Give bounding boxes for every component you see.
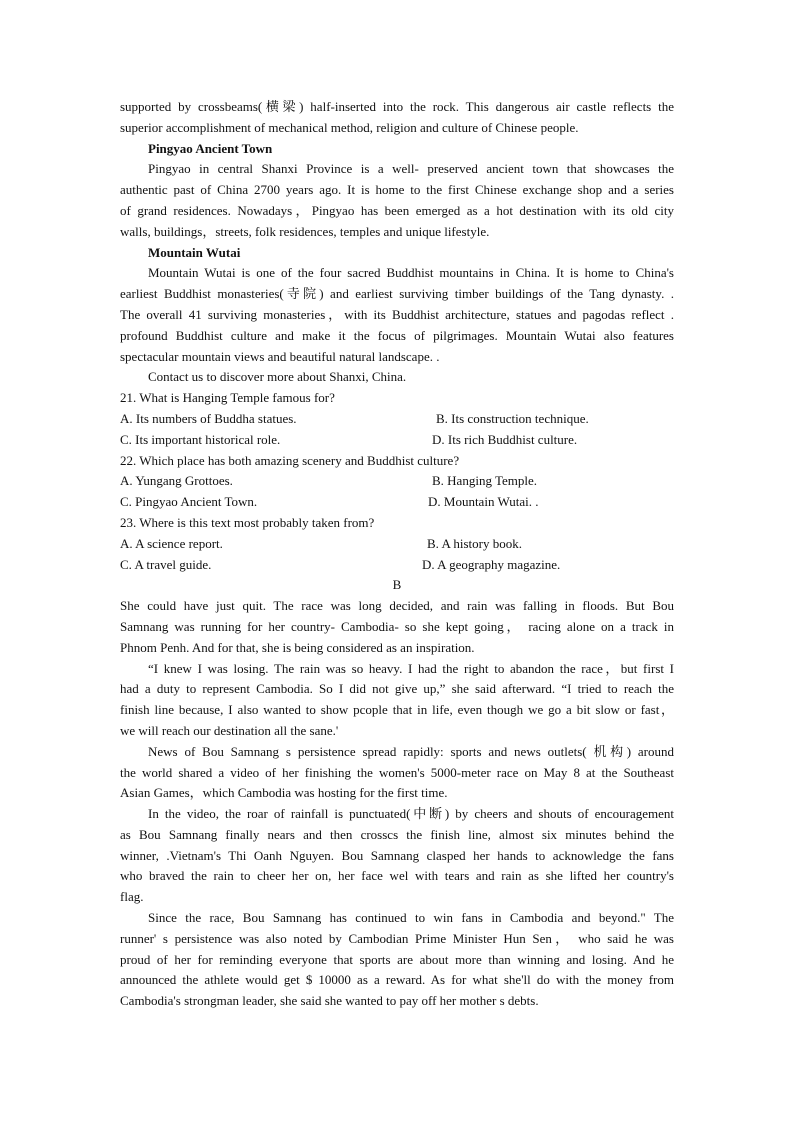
text-line: supported by crossbeams(横梁) half-inserted into the rock. This dangerous air castle reflects the	[120, 99, 674, 114]
text-line: announced the athlete would get $ 10000 as a reward. As for what she'll do with the money from	[120, 972, 674, 988]
text-line: Phnom Penh. And for that, she is being considered as an inspiration.	[120, 639, 475, 655]
text-line: “I knew I was losing. The rain was so heavy. I had the right to abandon the race，but first I	[148, 660, 674, 676]
section-heading-wutai: Mountain Wutai	[148, 244, 241, 260]
text-line: of grand residences. Nowadays，Pingyao has been emerged as a hot destination with its old city	[120, 202, 674, 218]
option-row	[120, 471, 674, 492]
option-d: D. Its rich Buddhist culture.	[432, 431, 578, 447]
option-b: B. Hanging Temple.	[432, 473, 538, 489]
text-line: Mountain Wutai is one of the four sacred Buddhist mountains in China. It is home to China's	[148, 265, 674, 281]
text-line: the world shared a video of her finishing the women's 5000-meter race on May 8 at the Southeast	[120, 764, 674, 780]
option-row	[120, 409, 674, 430]
text-line: runner' s persistence was also noted by Cambodian Prime Minister Hun Sen， who said he was	[120, 930, 674, 946]
text-line: The overall 41 surviving monasteries，with its Buddhist architecture, statues and pagodas reflect .	[120, 306, 674, 322]
text-line: authentic past of China 2700 years ago. It is home to the first Chinese exchange shop and a series	[120, 182, 674, 198]
text-line: had a duty to represent Cambodia. So I did not give up,” she said afterward. “I tried to reach the	[120, 681, 674, 697]
text-line: In the video, the roar of rainfall is punctuated(中断) by cheers and shouts of encouragement	[148, 806, 674, 822]
option-row	[120, 492, 674, 513]
text-line: Asian Games，which Cambodia was hosting for the first time.	[120, 785, 448, 801]
option-b: B. Its construction technique.	[436, 410, 589, 426]
section-heading-pingyao: Pingyao Ancient Town	[148, 140, 273, 156]
option-a: A. Yungang Grottoes.	[120, 473, 233, 489]
text-line: superior accomplishment of mechanical method, religion and culture of Chinese people.	[120, 119, 579, 135]
text-line: as Bou Samnang finally nears and then crosscs the finish line, almost six minutes behind the	[120, 826, 674, 842]
document-page	[120, 97, 674, 1012]
option-c: C. A travel guide.	[120, 556, 212, 572]
text-line: winner, .Vietnam's Thi Oanh Nguyen. Bou Samnang clasped her hands to acknowledge the fans	[120, 847, 674, 863]
option-c: C. Its important historical role.	[120, 431, 281, 447]
text-line: flag.	[120, 889, 144, 905]
text-line: who braved the rain to cheer her on, her face wel with tears and rain as she lifted her country's	[120, 868, 674, 884]
text-line: Samnang was running for her country- Cambodia- so she kept going， racing alone on a track in	[120, 618, 674, 634]
contact-line: Contact us to discover more about Shanxi, China.	[148, 369, 407, 385]
text-line: She could have just quit. The race was long decided, and rain was falling in floods. But Bou	[120, 598, 674, 614]
option-row	[120, 430, 674, 451]
option-a: A. Its numbers of Buddha statues.	[120, 410, 297, 426]
text-line: we will reach our destination all the sane.'	[120, 722, 339, 738]
question-stem-21: 21. What is Hanging Temple famous for?	[120, 390, 335, 406]
text-line: earliest Buddhist monasteries(寺院) and earliest surviving timber buildings of the Tang dynasty. .	[120, 286, 674, 302]
passage-label-b: B	[392, 577, 402, 593]
text-line: finish line because, I also wanted to show pcople that in life, even though we go a bit slow or fast，	[120, 702, 674, 718]
text-line: Cambodia's strongman leader, she said she wanted to pay off her mother s debts.	[120, 993, 539, 1009]
text-line: Pingyao in central Shanxi Province is a well- preserved ancient town that showcases the	[148, 161, 674, 177]
option-c: C. Pingyao Ancient Town.	[120, 494, 258, 510]
question-stem-22: 22. Which place has both amazing scenery and Buddhist culture?	[120, 452, 460, 468]
option-b: B. A history book.	[427, 535, 522, 551]
option-d: D. Mountain Wutai. .	[428, 494, 539, 510]
text-line: News of Bou Samnang s persistence spread rapidly: sports and news outlets( 机构) around	[148, 743, 674, 759]
text-line: Since the race, Bou Samnang has continued to win fans in Cambodia and beyond." The	[148, 910, 674, 926]
option-row	[120, 555, 674, 576]
question-stem-23: 23. Where is this text most probably taken from?	[120, 514, 375, 530]
text-line: profound Buddhist culture and make it the focus of pilgrimages. Mountain Wutai also features	[120, 327, 674, 343]
text-line: spectacular mountain views and beautiful natural landscape. .	[120, 348, 440, 364]
option-d: D. A geography magazine.	[422, 556, 561, 572]
option-row	[120, 534, 674, 555]
text-line: walls, buildings，streets, folk residences, temples and unique lifestyle.	[120, 223, 490, 239]
option-a: A. A science report.	[120, 535, 223, 551]
text-line: proud of her for reminding everyone that sports are about more than winning and losing. And he	[120, 951, 674, 967]
